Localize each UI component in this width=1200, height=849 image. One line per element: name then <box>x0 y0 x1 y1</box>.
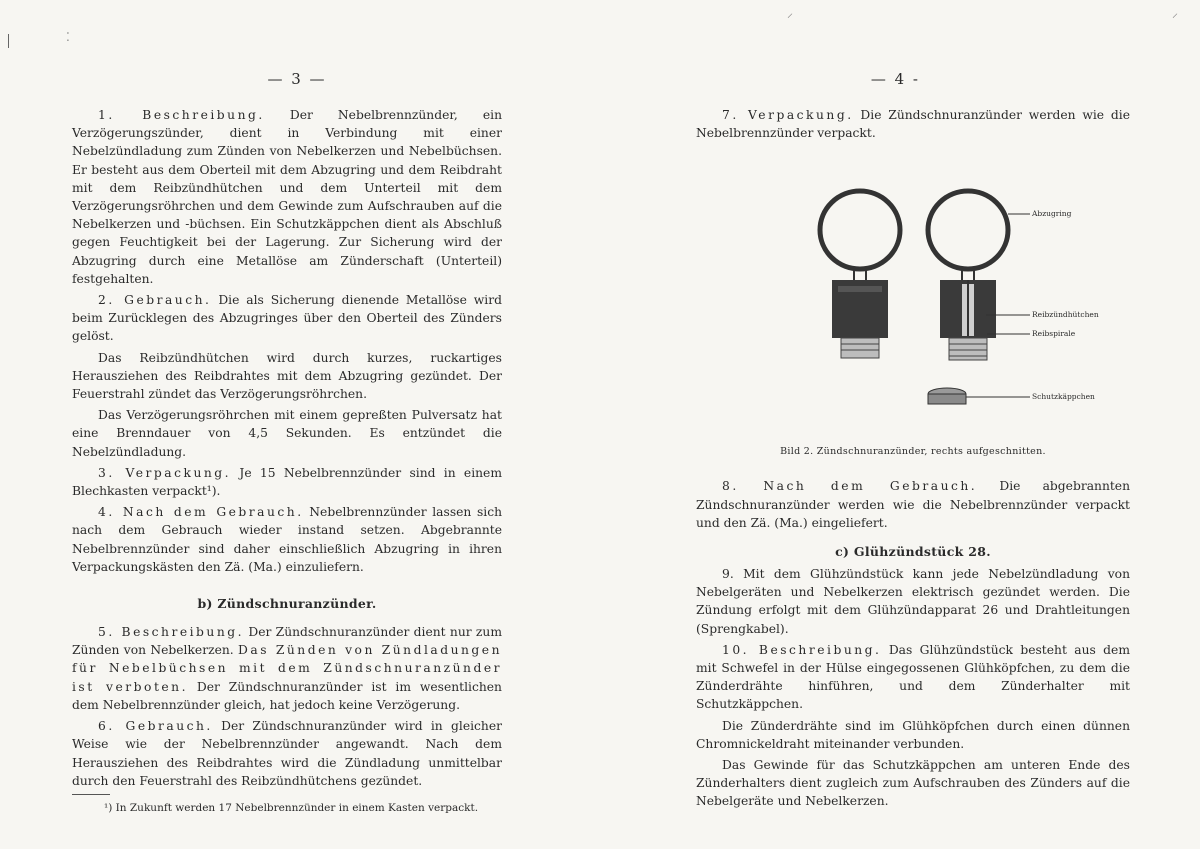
section-heading-c: c) Glühzündstück 28. <box>835 544 991 560</box>
paragraph-text: Das Glühzündstück besteht aus dem mit Schwefel in der Hülse eingegossenen Glühköpfchen, zu dem die Zünderdrähte hinführen, und dem Zünderhalter mit Schutzkäppchen. <box>696 642 1130 712</box>
section-heading-b: b) Zündschnuranzünder. <box>197 596 377 612</box>
thread-right <box>949 338 987 360</box>
paragraph-10 <box>696 641 1130 714</box>
paragraph-10c: Das Gewinde für das Schutzkäppchen am unteren Ende des Zünderhalters dient zugleich zum Aufschrauben des Zünders auf die Nebelgeräte und Nebelkerzen. <box>696 758 1130 809</box>
paragraph-text: Nebelbrennzünder lassen sich nach dem Gebrauch wieder instand setzen. Abgebrannte Nebelbrennzünder sind daher einschließlich Abzugring in ihren Verpackungskästen den Zä. (Ma.) einzuliefern. <box>72 505 502 574</box>
pull-ring-left <box>820 191 900 269</box>
paragraph-10b: Die Zünderdrähte sind im Glühköpfchen durch einen dünnen Chromnickeldraht miteinander verbunden. <box>696 718 1130 751</box>
paragraph-heading: 6. Gebrauch. <box>98 719 213 734</box>
thread-left <box>841 338 879 358</box>
page-number: — 3 — <box>267 70 327 88</box>
paragraph-heading: 5. Beschreibung. <box>98 625 245 640</box>
label-friction-cap: Reibzündhütchen <box>1032 310 1099 320</box>
paragraph-9: 9. Mit dem Glühzündstück kann jede Nebelzündladung von Nebelgeräten und Nebelkerzen elektrisch gezündet werden. Die Zündung erfolgt mit dem Glühzündapparat 26 und Drahtleitungen (Sprengkabel). <box>696 567 1130 636</box>
paragraph-5 <box>72 623 502 714</box>
figure-caption: Bild 2. Zündschnuranzünder, rechts aufgeschnitten. <box>780 446 1046 458</box>
paragraph-1 <box>72 106 502 288</box>
figure-igniter <box>696 176 1130 446</box>
paragraph-heading: 1. Beschreibung. <box>98 108 265 122</box>
label-pull-ring: Abzugring <box>1032 209 1072 219</box>
footnote: ¹) In Zukunft werden 17 Nebelbrennzünder in einem Kasten verpackt. <box>104 801 479 814</box>
paragraph-3 <box>72 464 502 500</box>
paragraph-2c: Das Verzögerungsröhrchen mit einem gepreßten Pulversatz hat eine Brenndauer von 4,5 Sekunden. Es entzündet die Nebelzündladung. <box>72 408 502 459</box>
footnote-rule <box>72 794 110 795</box>
paragraph-heading: 2. Gebrauch. <box>98 293 212 308</box>
paragraph-text: Der Zündschnuranzünder ist im wesentlichen dem Nebelbrennzünder gleich, hat jedoch keine Verzögerung. <box>72 679 502 712</box>
page-number: — 4 - <box>870 70 920 88</box>
paragraph-6 <box>72 717 502 790</box>
paragraph-text: Die abgebrannten Zündschnuranzünder werden wie die Nebelbrennzünder verpackt und den Zä. (Ma.) eingeliefert. <box>696 479 1131 530</box>
paragraph-heading: 8. Nach dem Gebrauch. <box>722 479 978 494</box>
scan-mark: ⸝ <box>1172 6 1179 20</box>
pull-ring-right <box>928 191 1008 269</box>
paragraph-text: Der Nebelbrennzünder, ein Verzögerungszünder, dient in Verbindung mit einer Nebelzündladung zum Zünden von Nebelkerzen und Nebelbüchsen. Er besteht aus dem Oberteil mit dem Abzugring und dem Reibdraht mit dem Reibzündhütchen und dem Unterteil mit dem Verzögerungsröhrchen und dem Gewinde zum Aufschrauben auf die Nebelkerzen und -büchsen. Ein Schutzkäppchen dient als Abschluß gegen Feuchtigkeit bei der Lagerung. Zur Sicherung wird der Abzugring durch eine Metallöse am Zünderschaft (Unterteil) festgehalten. <box>72 108 502 286</box>
paragraph-2b: Das Reibzündhütchen wird durch kurzes, ruckartiges Herausziehen des Reibdrahtes mit dem Abzugring gezündet. Der Feuerstrahl zündet das Verzögerungsröhrchen. <box>72 350 502 402</box>
paragraph-text: Der Zündschnuranzünder dient nur zum Zünden von Nebelkerzen. <box>72 625 502 658</box>
paragraph-8 <box>696 477 1130 532</box>
page-4 <box>600 0 1200 849</box>
paragraph-text: Die Zündschnuranzünder werden wie die Nebelbrennzünder verpackt. <box>696 108 1130 141</box>
spaced-warning-text: Das Zünden von Zündladungen für Nebelbüchsen mit dem Zündschnuranzünder ist verboten. <box>72 643 502 694</box>
paragraph-heading: 3. Verpackung. <box>98 465 232 480</box>
paragraph-heading: 10. Beschreibung. <box>722 642 882 657</box>
paragraph-2 <box>72 291 502 346</box>
paragraph-text: Die als Sicherung dienende Metallöse wird beim Zurücklegen des Abzugringes über den Oberteil des Zünders gelöst. <box>72 293 502 344</box>
paragraph-heading: 4. Nach dem Gebrauch. <box>98 505 304 520</box>
paragraph-text: Der Zündschnuranzünder wird in gleicher Weise wie der Nebelbrennzünder angewandt. Nach dem Herausziehen des Reibdrahtes wird die Zündladung unmittelbar durch den Feuerstrahl des Reibzündhütchens gezündet. <box>72 719 502 788</box>
paragraph-7 <box>696 106 1130 142</box>
paragraph-text: Je 15 Nebelbrennzünder sind in einem Blechkasten verpackt¹). <box>72 465 502 499</box>
scan-mark: ⁚ <box>66 30 70 44</box>
label-protective-cap: Schutzkäppchen <box>1032 392 1095 402</box>
label-friction-spiral: Reibspirale <box>1032 329 1076 339</box>
paragraph-heading: 7. Verpackung. <box>722 108 854 122</box>
paragraph-4 <box>72 503 502 576</box>
scan-mark: ⸝ <box>787 6 794 20</box>
